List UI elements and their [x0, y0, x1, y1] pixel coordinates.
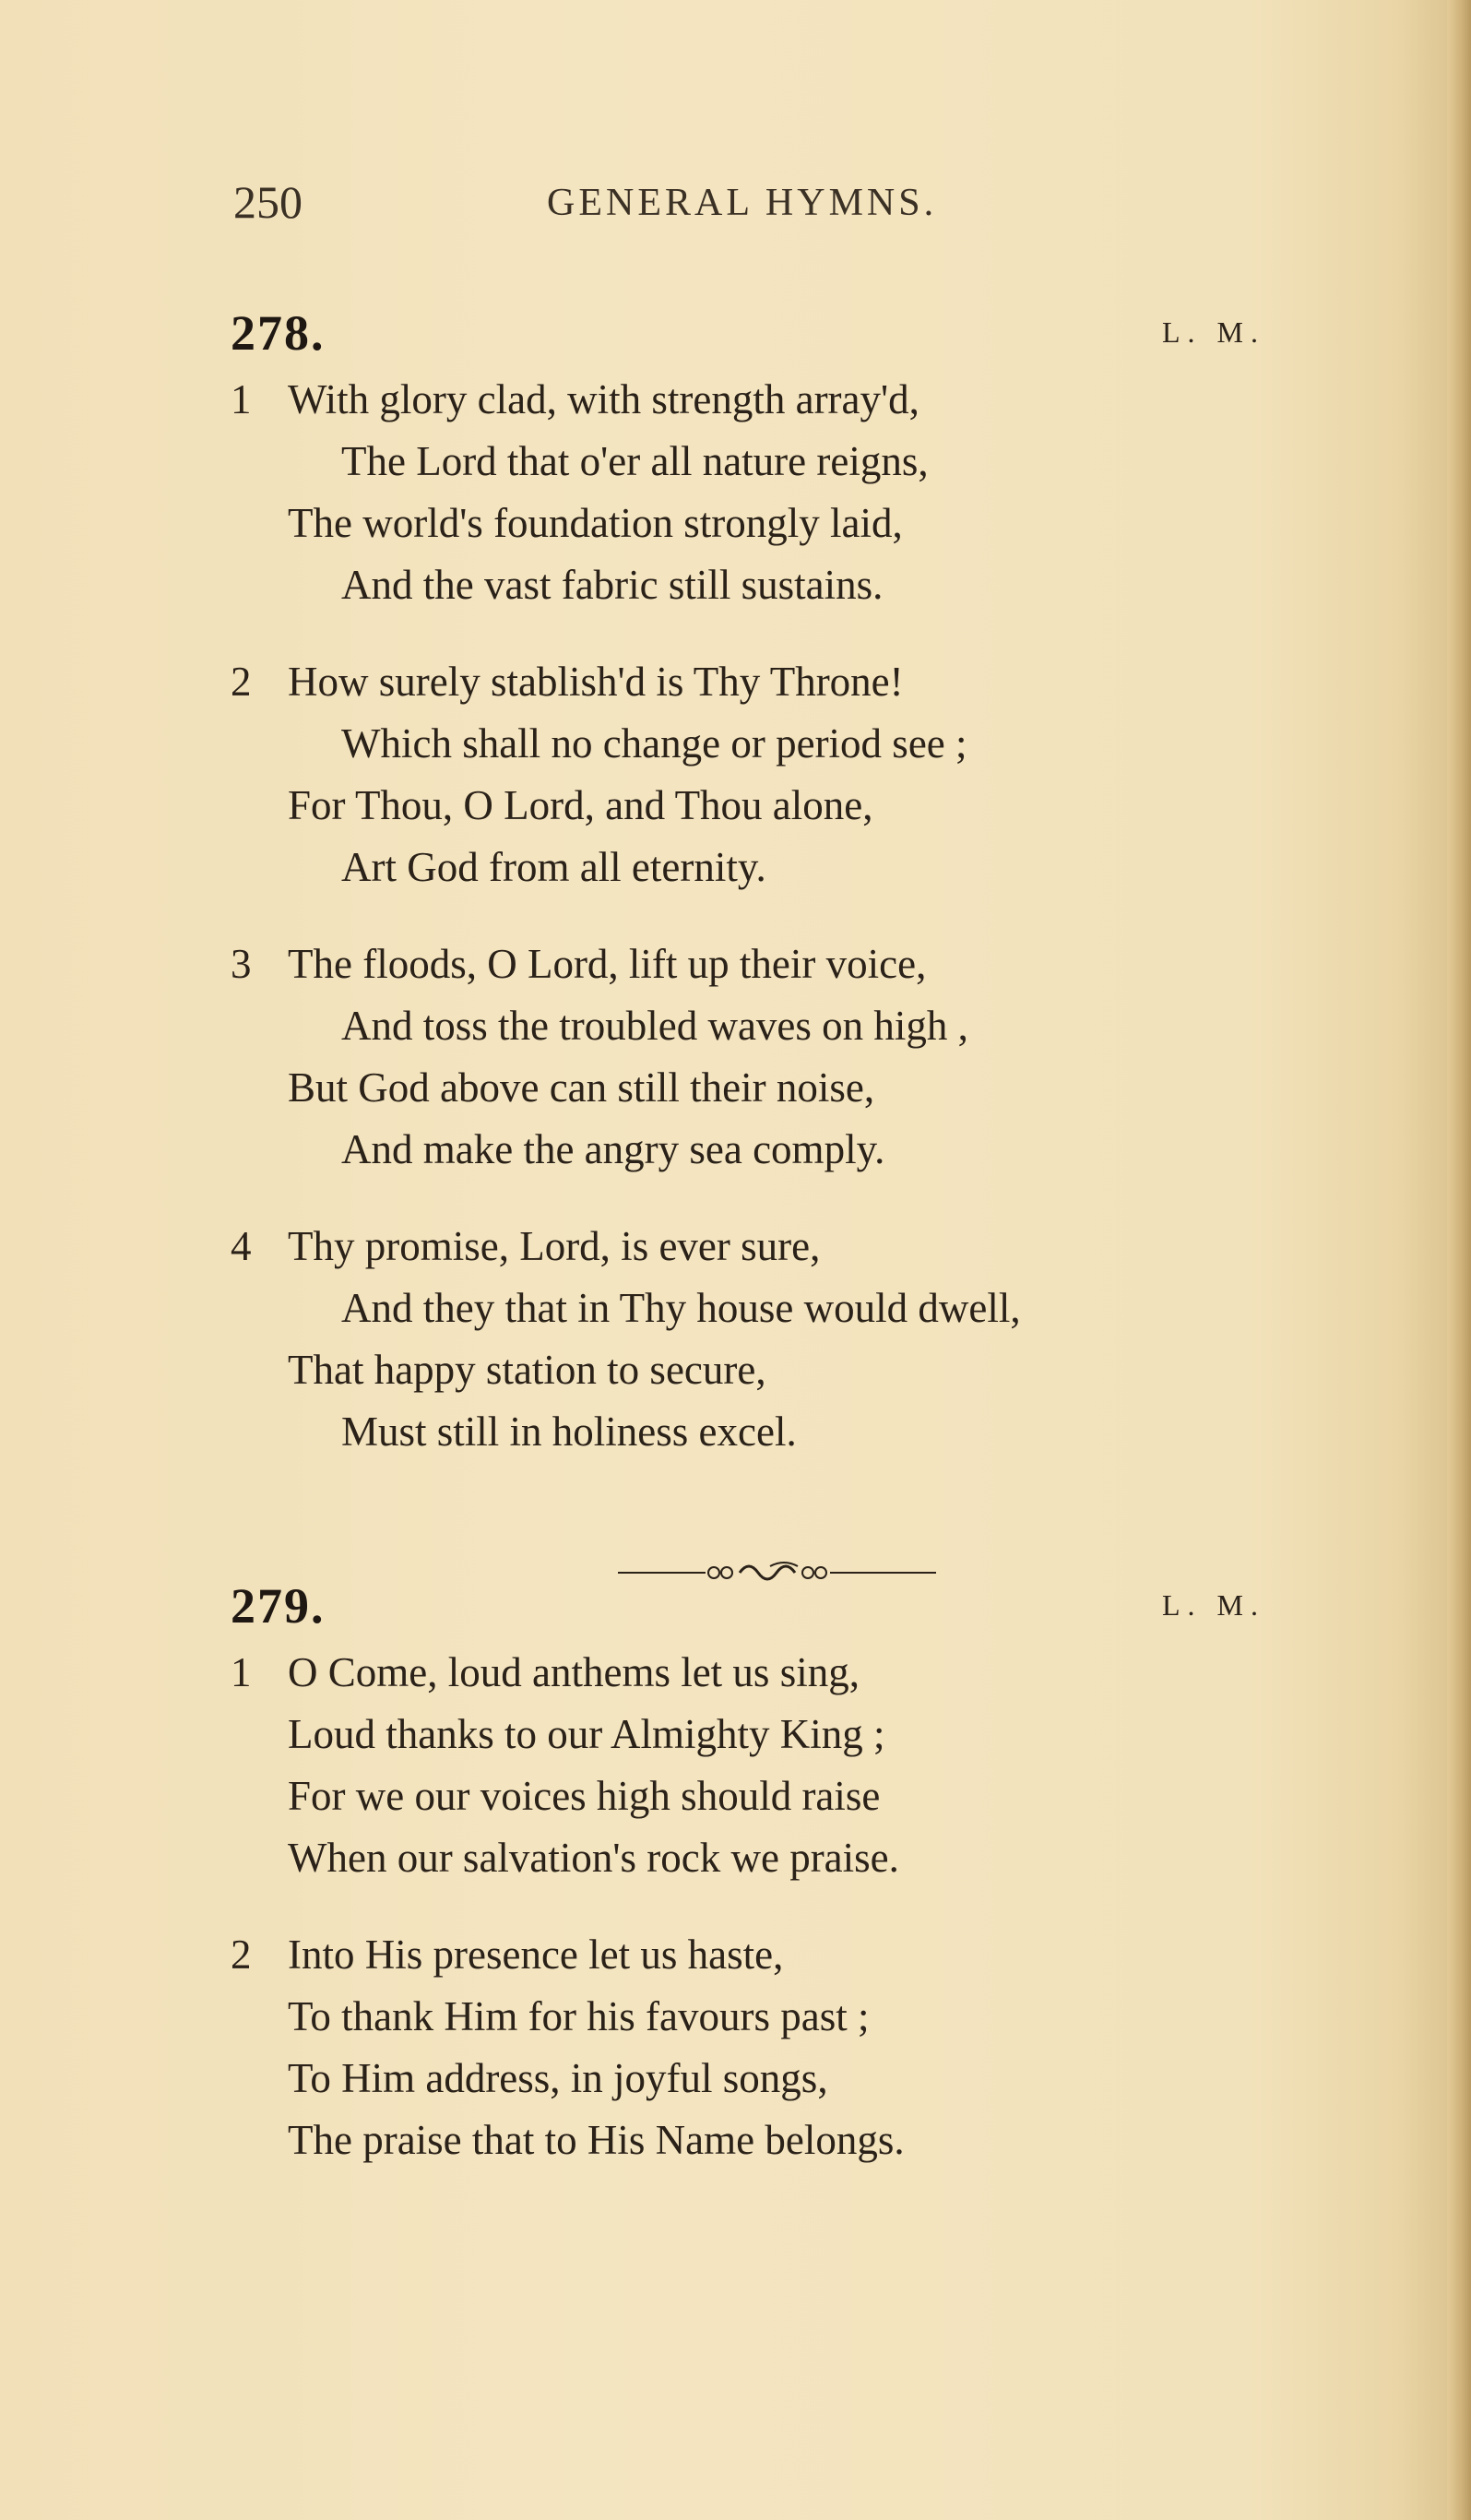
verse-line: And they that in Thy house would dwell,: [341, 1285, 1021, 1331]
verse-text: The floods, O Lord, lift up their voice,: [288, 941, 927, 987]
stanza: [231, 933, 1291, 1181]
hymn-number: 278.: [231, 305, 326, 361]
verse-line: [231, 651, 1291, 713]
verse-line: For we our voices high should raise: [288, 1773, 881, 1819]
verse-line: For Thou, O Lord, and Thou alone,: [288, 782, 873, 828]
verse-line: The Lord that o'er all nature reigns,: [341, 438, 929, 484]
verse-text: How surely stablish'd is Thy Throne!: [288, 659, 904, 705]
stanza-number: 3: [231, 941, 252, 987]
verse-line: And make the angry sea comply.: [341, 1126, 885, 1172]
verse-line: The world's foundation strongly laid,: [288, 500, 903, 546]
verse-line: Must still in holiness excel.: [341, 1409, 797, 1455]
stanza: [231, 1642, 1291, 1889]
verse-text: Into His presence let us haste,: [288, 1932, 784, 1978]
hymn-meter: L. M.: [1162, 315, 1265, 349]
page-number: 250: [233, 176, 303, 228]
page-edge-shadow: [1447, 0, 1471, 2520]
verse-line: That happy station to secure,: [288, 1347, 766, 1393]
stanza-number: 2: [231, 659, 252, 705]
verse-line: [231, 933, 1291, 995]
verse-line: When our salvation's rock we praise.: [288, 1835, 899, 1881]
verse-line: But God above can still their noise,: [288, 1064, 875, 1111]
stanza-number: 4: [231, 1223, 252, 1269]
stanza-number: 1: [231, 1649, 252, 1695]
hymn-279: [231, 1577, 1291, 2206]
verse-text: With glory clad, with strength array'd,: [288, 376, 919, 422]
verse-line: [231, 369, 1291, 431]
verse-line: Art God from all eternity.: [341, 844, 766, 890]
running-head: [233, 175, 1026, 240]
stanza: [231, 369, 1291, 616]
verse-line: To thank Him for his favours past ;: [288, 1993, 870, 2039]
stanza-number: 2: [231, 1932, 252, 1978]
stanza-number: 1: [231, 376, 252, 422]
hymn-number: 279.: [231, 1578, 326, 1634]
stanza: [231, 1924, 1291, 2171]
verse-text: O Come, loud anthems let us sing,: [288, 1649, 860, 1695]
verse-line: To Him address, in joyful songs,: [288, 2055, 828, 2101]
stanza: [231, 651, 1291, 898]
verse-line: [231, 1642, 1291, 1704]
verse-line: Which shall no change or period see ;: [341, 720, 967, 767]
verse-text: Thy promise, Lord, is ever sure,: [288, 1223, 821, 1269]
verse-line: The praise that to His Name belongs.: [288, 2117, 905, 2163]
verse-line: And toss the troubled waves on high ,: [341, 1003, 968, 1049]
verse-line: Loud thanks to our Almighty King ;: [288, 1711, 885, 1757]
verse-line: And the vast fabric still sustains.: [341, 562, 884, 608]
stanza: [231, 1216, 1291, 1463]
hymn-278: [231, 304, 1291, 1498]
hymn-meter: L. M.: [1162, 1588, 1265, 1622]
verse-line: [231, 1216, 1291, 1278]
section-title: GENERAL HYMNS.: [547, 182, 938, 224]
verse-line: [231, 1924, 1291, 1986]
hymn-header: [231, 1577, 1291, 1642]
hymn-header: [231, 304, 1291, 369]
